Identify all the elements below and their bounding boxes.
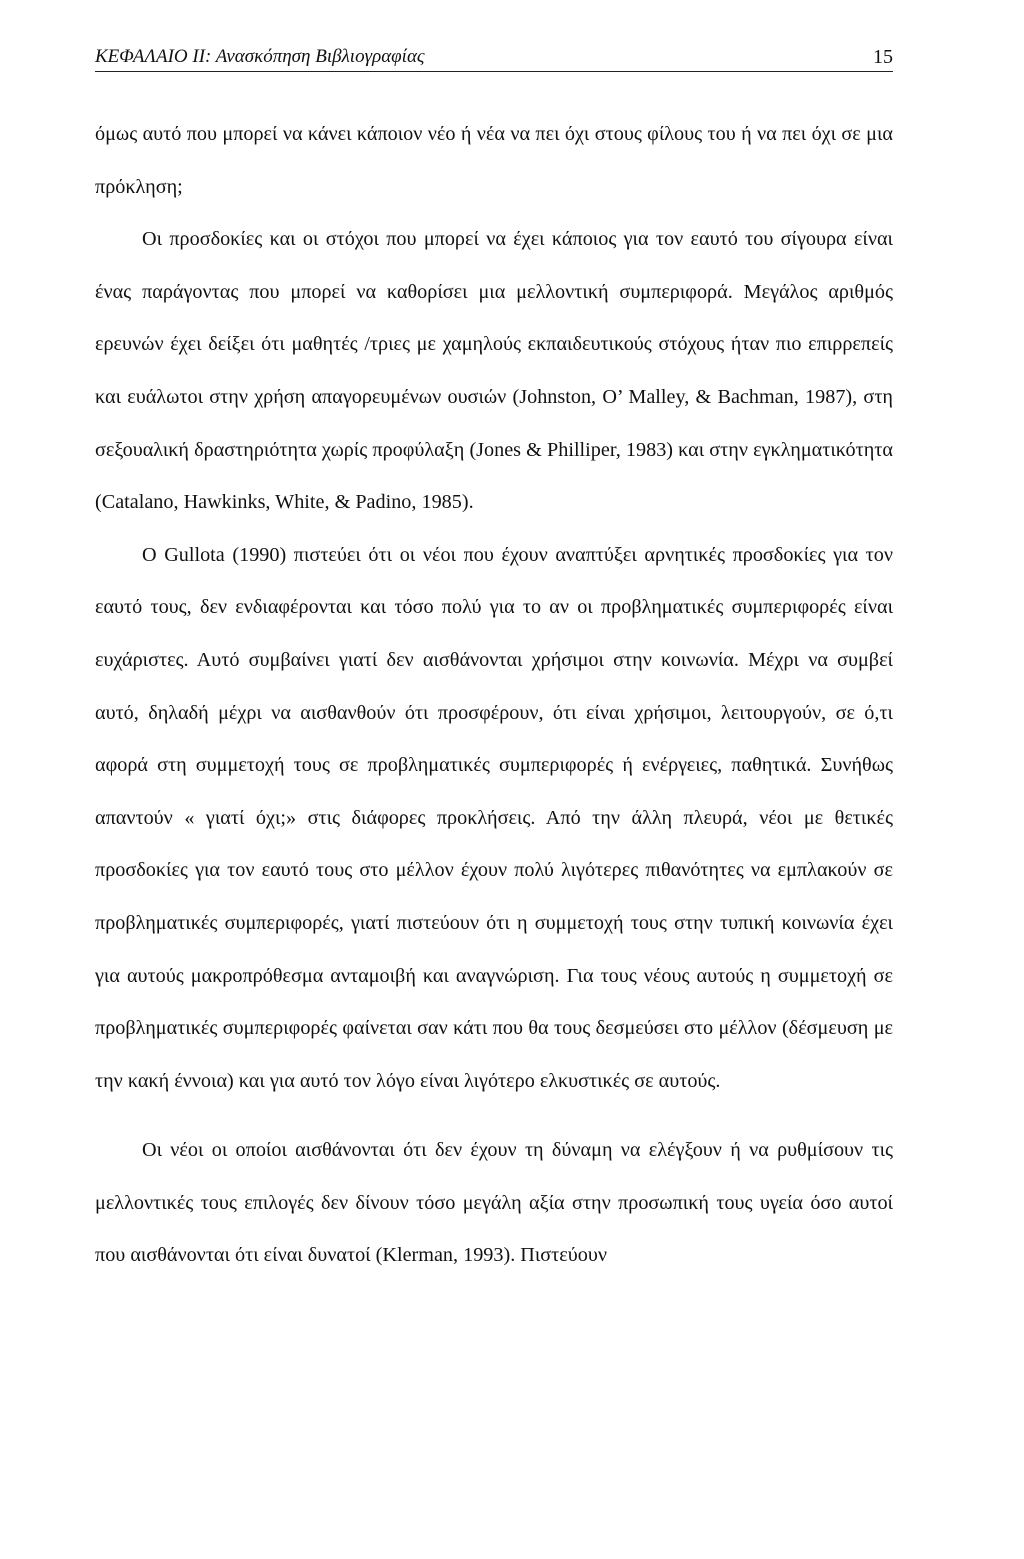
paragraph-expectations: Οι προσδοκίες και οι στόχοι που μπορεί να έχει κάποιος για τον εαυτό του σίγουρα είναι ένας παράγοντας που μπορεί να καθορίσει μια μελλοντική συμπεριφορά. Μεγάλος αριθμός ερευνών έχει δείξει ότι μαθητές /τριες με χαμηλούς εκπαιδευτικούς στόχους ήταν πιο επιρρεπείς και ευάλωτοι στην χρήση απαγορευμένων ουσιών (Johnston, O’ Malley, & Bachman, 1987), στη σεξουαλική δραστηριότητα χωρίς προφύλαξη (Jones & Philliper, 1983) και στην εγκληματικότητα (Catalano, Hawkinks, White, & Padino, 1985). [95,228,893,514]
header-divider [95,71,893,72]
page-number: 15 [873,46,893,68]
paragraph-gullota: O Gullota (1990) πιστεύει ότι οι νέοι που έχουν αναπτύξει αρνητικές προσδοκίες για τον εαυτό τους, δεν ενδιαφέρονται και τόσο πολύ για το αν οι προβληματικές συμπεριφορές είναι ευχάριστες. Αυτό συμβαίνει γιατί δεν αισθάνονται χρήσιμοι στην κοινωνία. Μέχρι να συμβεί αυτό, δηλαδή μέχρι να αισθανθούν ότι προσφέρουν, ότι είναι χρήσιμοι, λειτουργούν, σε ό,τι αφορά στη συμμετοχή τους σε προβληματικές συμπεριφορές ή ενέργειες, παθητικά. Συνήθως απαντούν « γιατί όχι;» στις διάφορες προκλήσεις. Από την άλλη πλευρά, νέοι με θετικές προσδοκίες για τον εαυτό τους στο μέλλον έχουν πολύ λιγότερες πιθανότητες να εμπλακούν σε προβληματικές συμπεριφορές, γιατί πιστεύουν ότι η συμμετοχή τους στην τυπική κοινωνία έχει για αυτούς μακροπρόθεσμα ανταμοιβή και αναγνώριση. Για τους νέους αυτούς η συμμετοχή σε προβληματικές συμπεριφορές φαίνεται σαν κάτι που θα τους δεσμεύσει στο μέλλον (δέσμευση με την κακή έννοια) και για αυτό τον λόγο είναι λιγότερο ελκυστικές σε αυτούς. [95,543,893,1092]
running-header [95,40,893,72]
paragraph-continuation: όμως αυτό που μπορεί να κάνει κάποιον νέο ή νέα να πει όχι στους φίλους του ή να πει όχι σε μια πρόκληση; [95,123,893,198]
paragraph-young-people-control: Οι νέοι οι οποίοι αισθάνονται ότι δεν έχουν τη δύναμη να ελέγξουν ή να ρυθμίσουν τις μελλοντικές τους επιλογές δεν δίνουν τόσο μεγάλη αξία στην προσωπική τους υγεία όσο αυτοί που αισθάνονται ότι είναι δυνατοί (Klerman, 1993). Πιστεύουν [95,1139,893,1267]
body-text [95,108,893,1282]
chapter-title: ΚΕΦΑΛΑΙΟ ΙΙ: Ανασκόπηση Βιβλιογραφίας [95,46,425,67]
